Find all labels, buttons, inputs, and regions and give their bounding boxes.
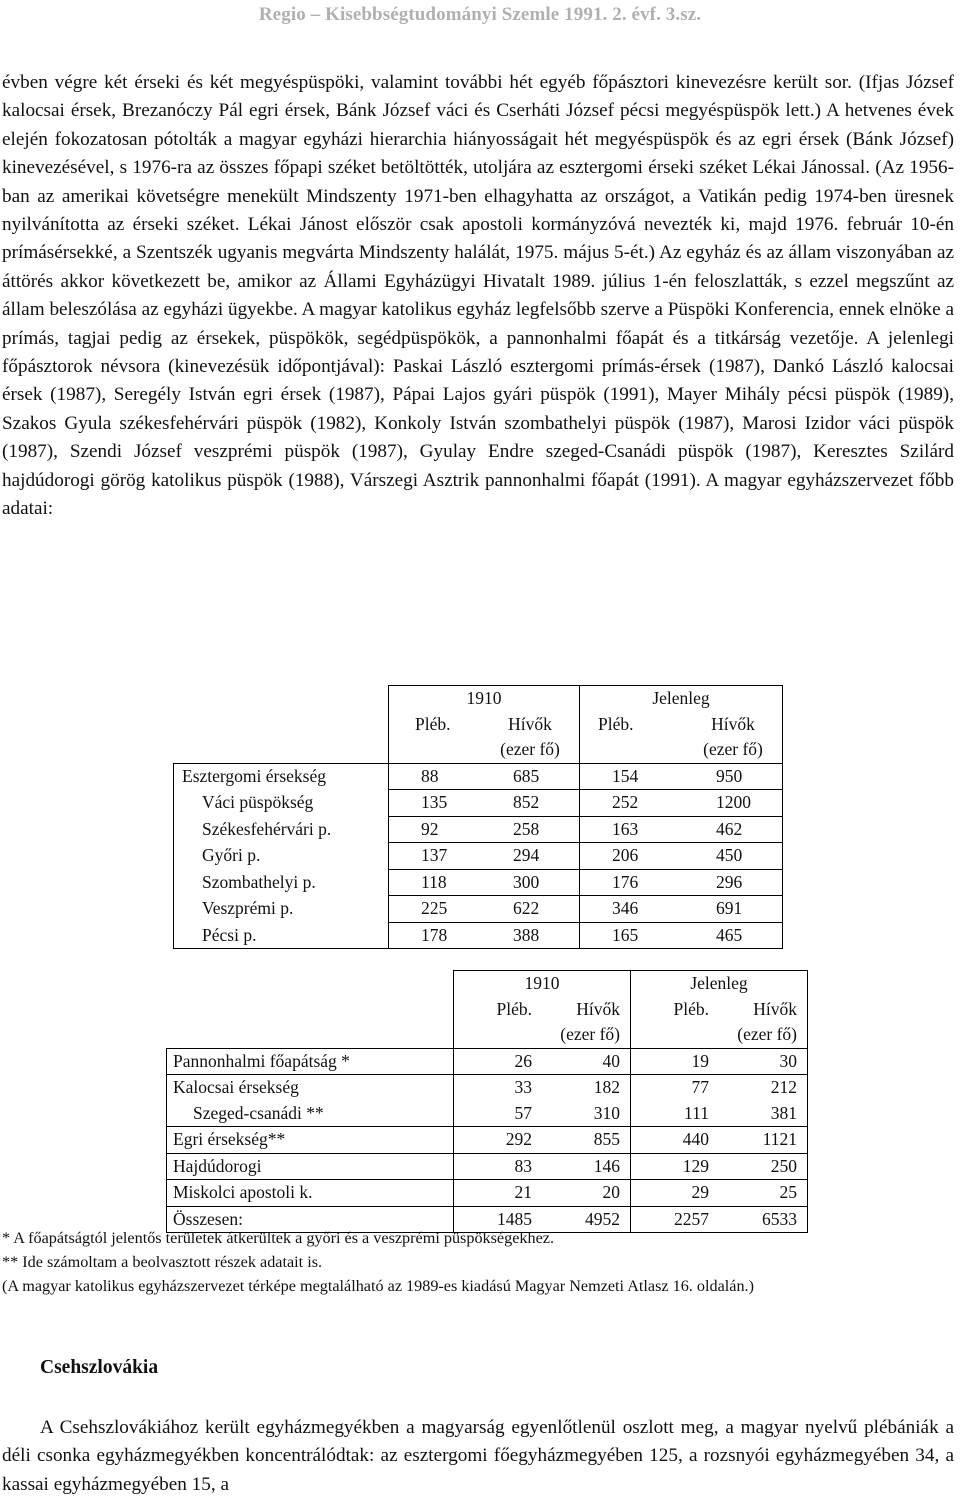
- intro-text-1: évben végre két érseki és két megyéspüspöki, valamint további hét egyéb főpásztori kinevezésre került sor. (Ifjas József kalocsai érsek, Brezanóczy Pál egri érsek, Bánk József váci és Cserháti József pécsi megyéspüspök lett.): [2, 72, 954, 122]
- table-row: Győri p. 137 294 206 450: [174, 843, 783, 870]
- row-name: Székesfehérvári p.: [174, 816, 389, 843]
- footnotes: [2, 1226, 954, 1298]
- table-row: Pannonhalmi főapátság * 26 40 19 30: [167, 1048, 808, 1075]
- row-name: Kalocsai érsekség: [167, 1075, 454, 1101]
- t2-col-unit-1910: (ezer fő): [560, 1024, 620, 1045]
- table-row: Székesfehérvári p. 92 258 163 462: [174, 816, 783, 843]
- table-row-total: Összesen: 1485 4952 2257 6533: [167, 1206, 808, 1233]
- table-row: Szombathelyi p. 118 300 176 296: [174, 869, 783, 896]
- table-row: Veszprémi p. 225 622 346 691: [174, 896, 783, 923]
- t1-col-pleb-1910: Pléb.: [389, 712, 482, 738]
- table-row: Egri érsekség** 292 855 440 1121: [167, 1127, 808, 1154]
- section-paragraph: A Csehszlovákiához került egyházmegyékben a magyarság egyenlőtlenül oszlott meg, a magyar nyelvű plébániák a déli csonka egyházmegyékben koncentrálódtak: az esztergomi főegyházmegyében 125, a rozsnyói egyházmegyében 34, a kassai egyházmegyében 15, a: [2, 1417, 954, 1495]
- row-name: Váci püspökség: [174, 790, 389, 817]
- table-row: Váci püspökség 135 852 252 1200: [174, 790, 783, 817]
- t2-col-pleb-1910: Pléb.: [454, 997, 543, 1023]
- row-name: Egri érsekség**: [167, 1127, 454, 1154]
- t2-header-jelenleg: Jelenleg: [631, 971, 808, 997]
- table-row: Pécsi p. 178 388 165 465: [174, 922, 783, 949]
- row-name: Hajdúdorogi: [167, 1153, 454, 1180]
- t2-col-hivok-1910: Hívők: [576, 998, 620, 1019]
- diocese-table-1: [173, 685, 783, 949]
- t2-header-1910: 1910: [454, 971, 631, 997]
- row-name: Szombathelyi p.: [174, 869, 389, 896]
- running-header: Regio – Kisebbségtudományi Szemle 1991. 2. évf. 3.sz.: [258, 4, 702, 25]
- row-name: Összesen:: [167, 1206, 454, 1233]
- t2-col-unit-now: (ezer fő): [719, 1022, 808, 1048]
- t1-col-pleb-now: Pléb.: [580, 712, 685, 738]
- t2-col-hivok-now: Hívők: [719, 997, 808, 1023]
- t1-col-hivok-1910: Hívők: [508, 713, 552, 734]
- footnote-2: ** Ide számoltam a beolvasztott részek adatait is.: [2, 1253, 323, 1271]
- row-name: Győri p.: [174, 843, 389, 870]
- diocese-table-2: [166, 970, 808, 1233]
- intro-text-2: A hetvenes évek elején fokozatosan pótolták a magyar egyházi hierarchia hiányosságait hét megyéspüspök és az egri érsek (Bánk József) kinevezésével, s 1976-ra az összes főpapi széket betöltötték, utoljára az esztergomi érseki széket Lékai Jánossal.: [2, 100, 954, 179]
- t1-header-1910: 1910: [389, 686, 580, 712]
- row-name: Szeged-csanádi **: [167, 1101, 454, 1127]
- section-title: Csehszlovákia: [40, 1357, 159, 1378]
- t1-col-unit-1910: (ezer fő): [500, 739, 560, 760]
- row-name: Pannonhalmi főapátság *: [167, 1048, 454, 1075]
- t1-header-jelenleg: Jelenleg: [580, 686, 783, 712]
- table-row: Hajdúdorogi 83 146 129 250: [167, 1153, 808, 1180]
- row-name: Miskolci apostoli k.: [167, 1180, 454, 1207]
- row-name: Pécsi p.: [174, 922, 389, 949]
- footnote-1: * A főapátságtól jelentős területek átkerültek a győri és a veszprémi püspökségekhez.: [2, 1229, 554, 1247]
- t2-col-pleb-now: Pléb.: [631, 997, 720, 1023]
- row-name: Veszprémi p.: [174, 896, 389, 923]
- intro-text-3: (Az 1956-ban az amerikai követségre menekült Mindszenty 1971-ben elhagyhatta az országot, a Vatikán pedig 1974-ben üresnek nyilvánította az érseki széket. Lékai Jánost először csak apostoli kormányzóvá nevezték ki, majd 1976. február 10-én prímásérsekké, a Szentszék ugyanis megvárta Mindszenty halálát, 1975. május 5-ét.) Az egyház és az állam viszonyában az áttörés akkor következett be, amikor az Állami Egyházügyi Hivatalt 1989. július 1-én feloszlatták, s ezzel megszűnt az állam beleszólása az egyházi ügyekbe. A magyar katolikus egyház legfelsőbb szerve a Püspöki Konferencia, ennek elnöke a prímás, tagjai pedig az érsekek, püspökök, segédpüspökök, a pannonhalmi főapát és a titkárság vezetője. A jelenlegi főpásztorok névsora (kinevezésük időpontjával): Paskai László esztergomi prímás-érsek (1987), Dankó László kalocsai érsek (1987), Seregély István egri érsek (1987), Pápai Lajos gyári püspök (1991), Mayer Mihály pécsi püspök (1989), Szakos Gyula székesfehérvári püspök (1982), Konkoly István szombathelyi püspök (1987), Marosi Izidor váci püspök (1987), Szendi József veszprémi püspök (1987), Gyulay Endre szeged-Csanádi püspök (1987), Keresztes Szilárd hajdúdorogi görög katolikus püspök (1988), Várszegi Asztrik pannonhalmi főapát (1991). A magyar egyházszervezet főbb adatai:: [2, 157, 954, 520]
- table-row: Kalocsai érsekség 33 182 77 212: [167, 1075, 808, 1101]
- table-row: Miskolci apostoli k. 21 20 29 25: [167, 1180, 808, 1207]
- intro-paragraph: [2, 69, 954, 524]
- table-row: Szeged-csanádi ** 57 310 111 381: [167, 1101, 808, 1127]
- table-row: Esztergomi érsekség 88 685 154 950: [174, 763, 783, 790]
- t1-col-hivok-now: Hívők: [684, 712, 783, 738]
- row-name: Esztergomi érsekség: [174, 763, 389, 790]
- footnote-3: (A magyar katolikus egyházszervezet térképe megtalálható az 1989-es kiadású Magyar Nemzeti Atlasz 16. oldalán.): [2, 1277, 754, 1295]
- t1-col-unit-now: (ezer fő): [684, 737, 783, 763]
